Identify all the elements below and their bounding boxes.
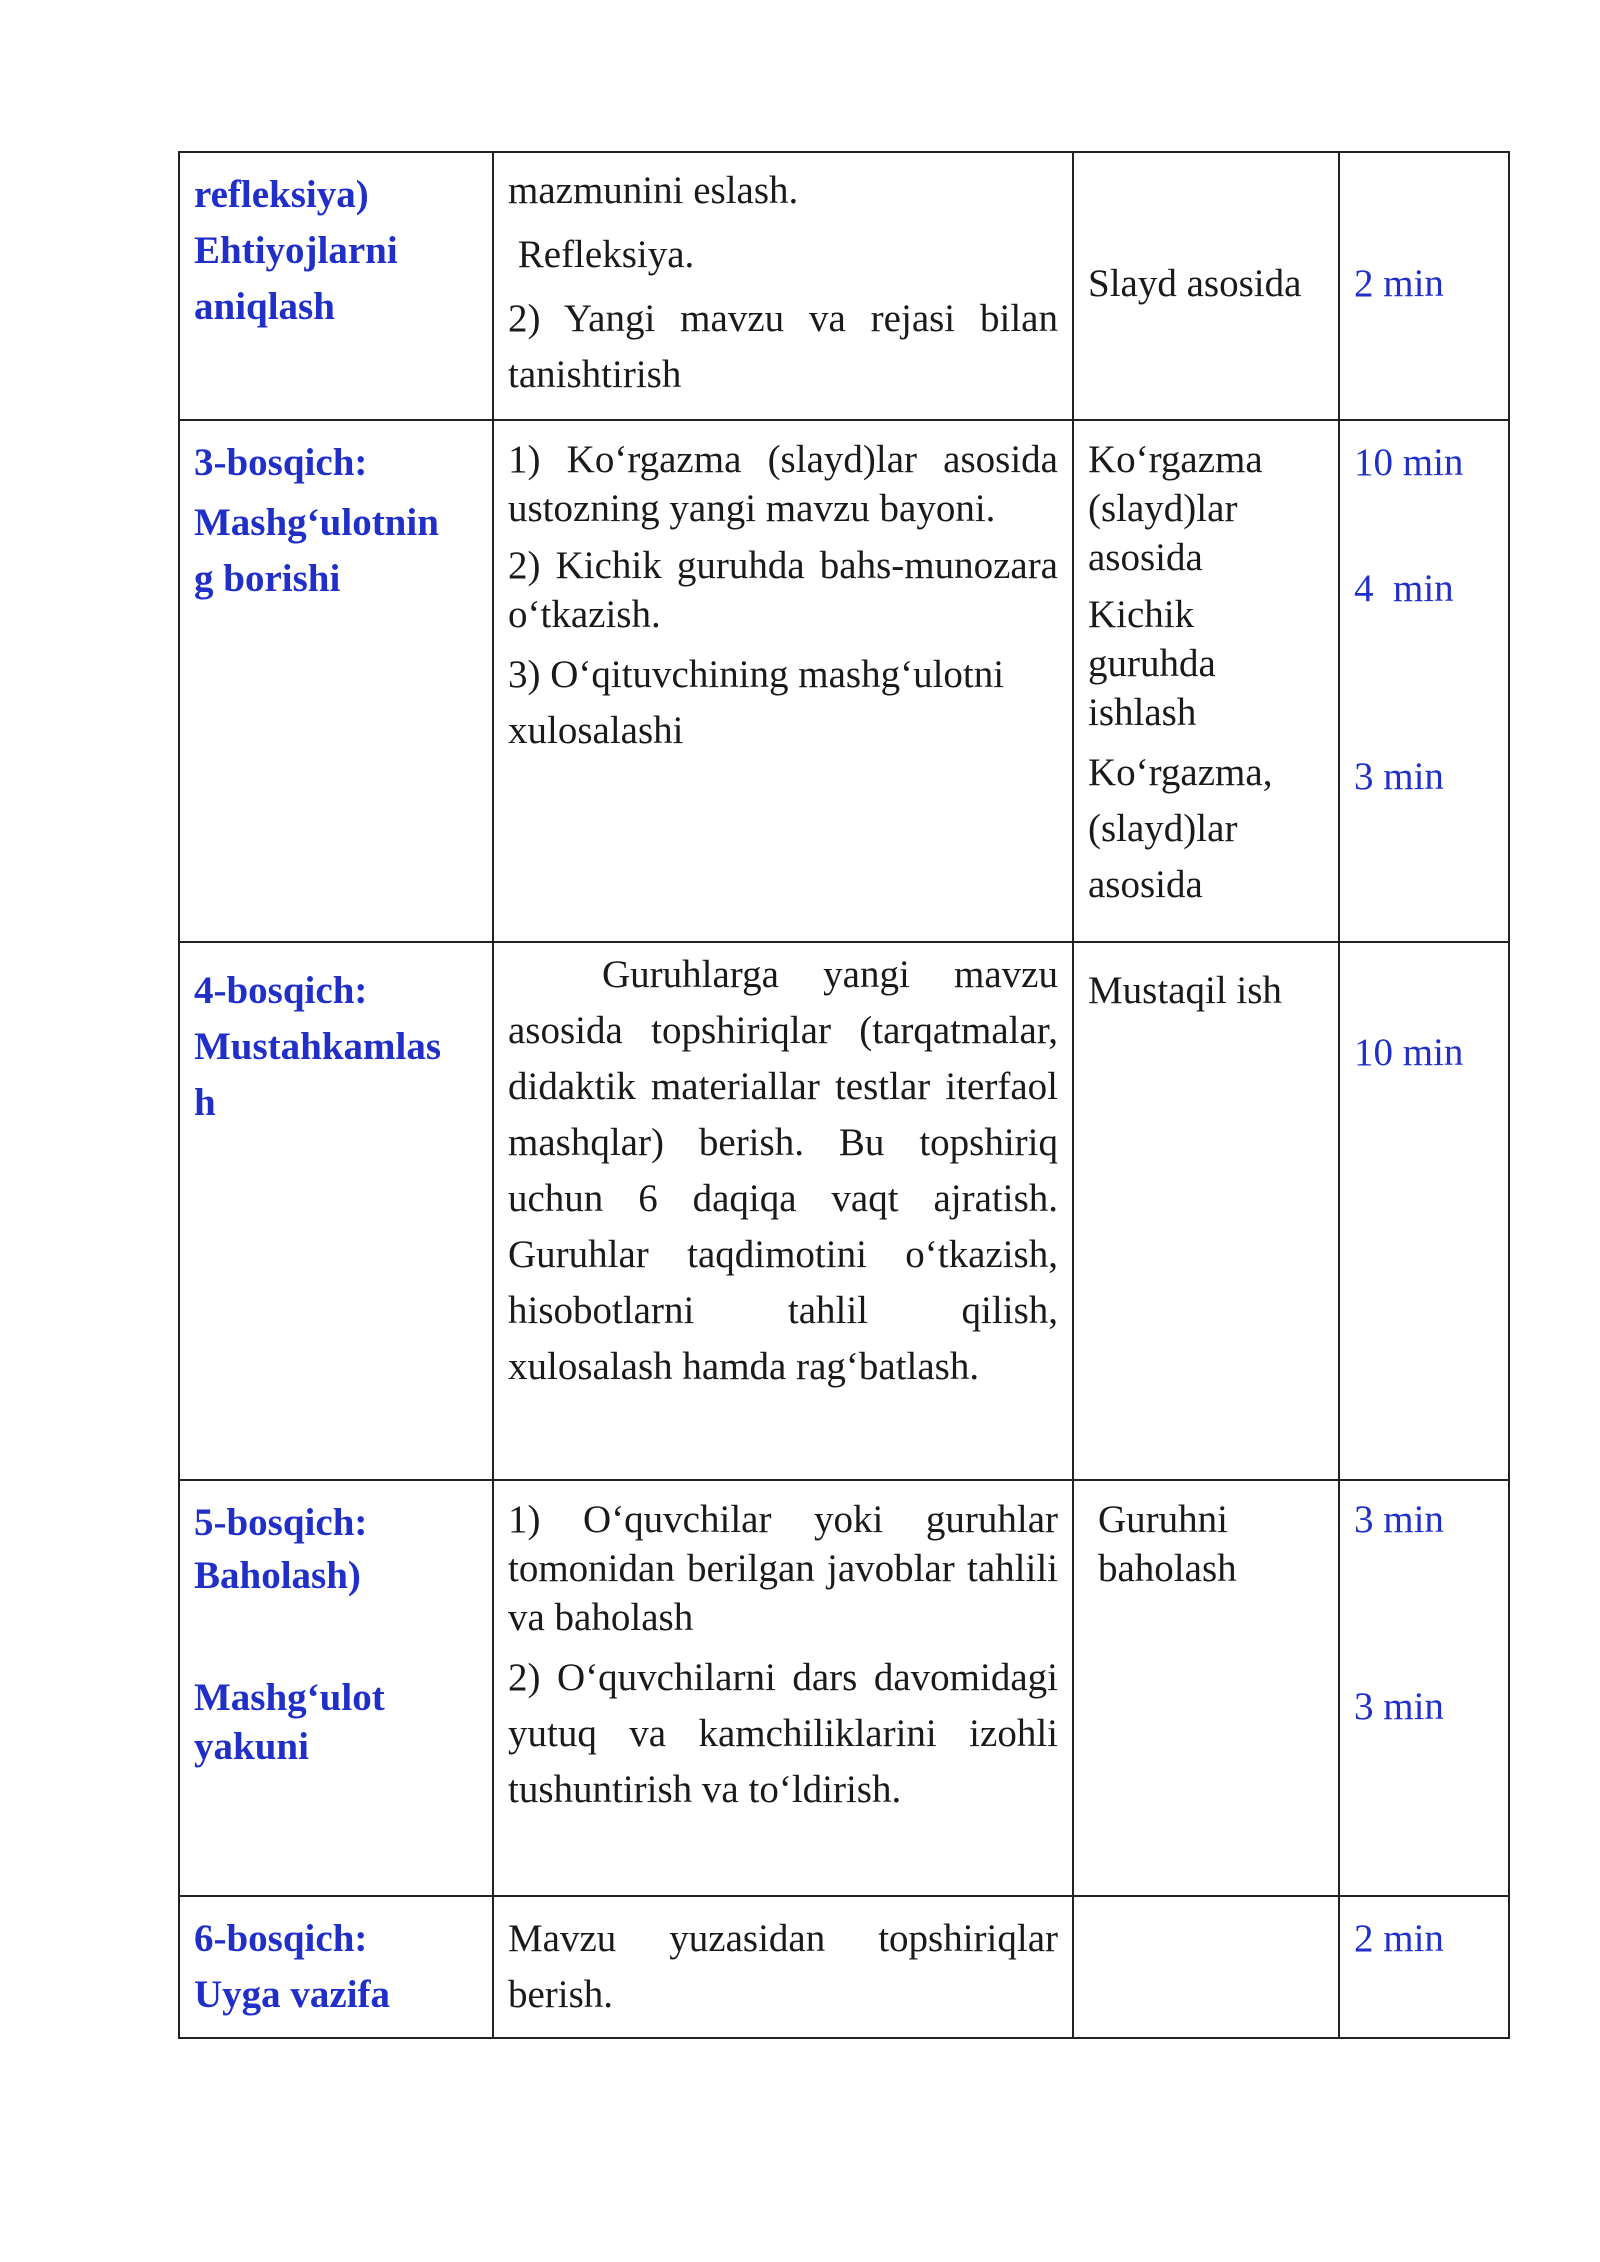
method-cell [1073,1896,1339,2038]
method-cell [1073,420,1339,942]
table-row [179,1896,1509,2038]
lesson-plan-table [178,151,1510,2039]
time-text: 2 min [1354,1917,1444,1960]
content-text: 2) Kichik guruhda bahs-munozara o‘tkazish. [508,544,1058,636]
stage-cell [179,152,493,420]
table-row [179,942,1509,1480]
content-cell [493,1896,1073,2038]
method-text: Ko‘rgazma (slayd)lar asosida [1088,438,1263,579]
stage-text: Ehtiyojlarni [194,229,398,272]
content-text: 1) O‘quvchilar yoki guruhlar tomonidan berilgan javoblar tahlili va baholash [508,1498,1058,1639]
time-text: 10 min [1354,1031,1464,1074]
content-text: mazmunini eslash. [508,169,799,212]
stage-cell [179,1480,493,1896]
method-text-a: Kichik [1088,593,1195,636]
method-cell [1073,1480,1339,1896]
time-cell [1339,942,1509,1480]
method-text [1088,590,1324,737]
content-text: 3) O‘qituvchining mashg‘ulotni xulosalashi [508,653,1005,752]
stage-text: 5-bosqich: [194,1501,368,1544]
content-cell [493,420,1073,942]
content-cell [493,152,1073,420]
content-text: Mavzu yuzasidan topshiriqlar berish. [508,1917,1058,2016]
time-text: 3 min [1354,1498,1444,1541]
stage-text: h [194,1081,216,1124]
stage-text: aniqlash [194,285,335,328]
stage-text: 4-bosqich: [194,969,368,1012]
method-text-b: guruhda ishlash [1088,642,1216,734]
stage-text: Uyga vazifa [194,1973,391,2016]
time-text: 4 min [1354,567,1454,610]
time-cell [1339,152,1509,420]
table-row [179,1480,1509,1896]
stage-text: Mashg‘ulotnin [194,501,439,544]
content-text: Refleksiya. [508,233,695,276]
content-text: 2) Yangi mavzu va rejasi bilan tanishtirish [508,297,1058,396]
table-row [179,420,1509,942]
time-text: 10 min [1354,441,1464,484]
time-text: 3 min [1354,755,1444,798]
content-text: 2) O‘quvchilarni dars davomidagi yutuq va kamchiliklarini izohli tushuntirish va to‘ldirish. [508,1656,1058,1811]
stage-text: refleksiya) [194,173,369,216]
stage-text: Mustahkamlas [194,1025,442,1068]
time-text: 2 min [1354,262,1444,305]
stage-text: g borishi [194,557,341,600]
method-text: Mustaqil ish [1088,969,1282,1012]
content-cell [493,942,1073,1480]
method-text: Ko‘rgazma, (slayd)lar asosida [1088,751,1273,906]
content-cell [493,1480,1073,1896]
method-text: Slayd asosida [1088,262,1302,305]
stage-cell [179,942,493,1480]
stage-text: Baholash) [194,1554,361,1597]
content-text: Guruhlarga yangi mavzu asosida topshiriqlar (tarqatmalar, didaktik materiallar testlar iterfaol mashqlar) berish. Bu topshiriq uchun 6 daqiqa vaqt ajratish. Guruhlar taqdimotini o‘tkazish, hisobotlarni tahlil qilish, xulosalash hamda rag‘batlash. [508,953,1058,1388]
stage-cell [179,1896,493,2038]
time-text: 3 min [1354,1685,1444,1728]
table-row [179,152,1509,420]
stage-cell [179,420,493,942]
stage-text: yakuni [194,1725,309,1768]
content-text: 1) Ko‘rgazma (slayd)lar asosida ustozning yangi mavzu bayoni. [508,438,1058,530]
stage-text: 3-bosqich: [194,441,368,484]
method-text: Guruhni baholash [1098,1498,1237,1590]
time-cell [1339,420,1509,942]
method-cell [1073,152,1339,420]
method-cell [1073,942,1339,1480]
time-cell [1339,1896,1509,2038]
stage-text: Mashg‘ulot [194,1676,385,1719]
time-cell [1339,1480,1509,1896]
stage-text: 6-bosqich: [194,1917,368,1960]
